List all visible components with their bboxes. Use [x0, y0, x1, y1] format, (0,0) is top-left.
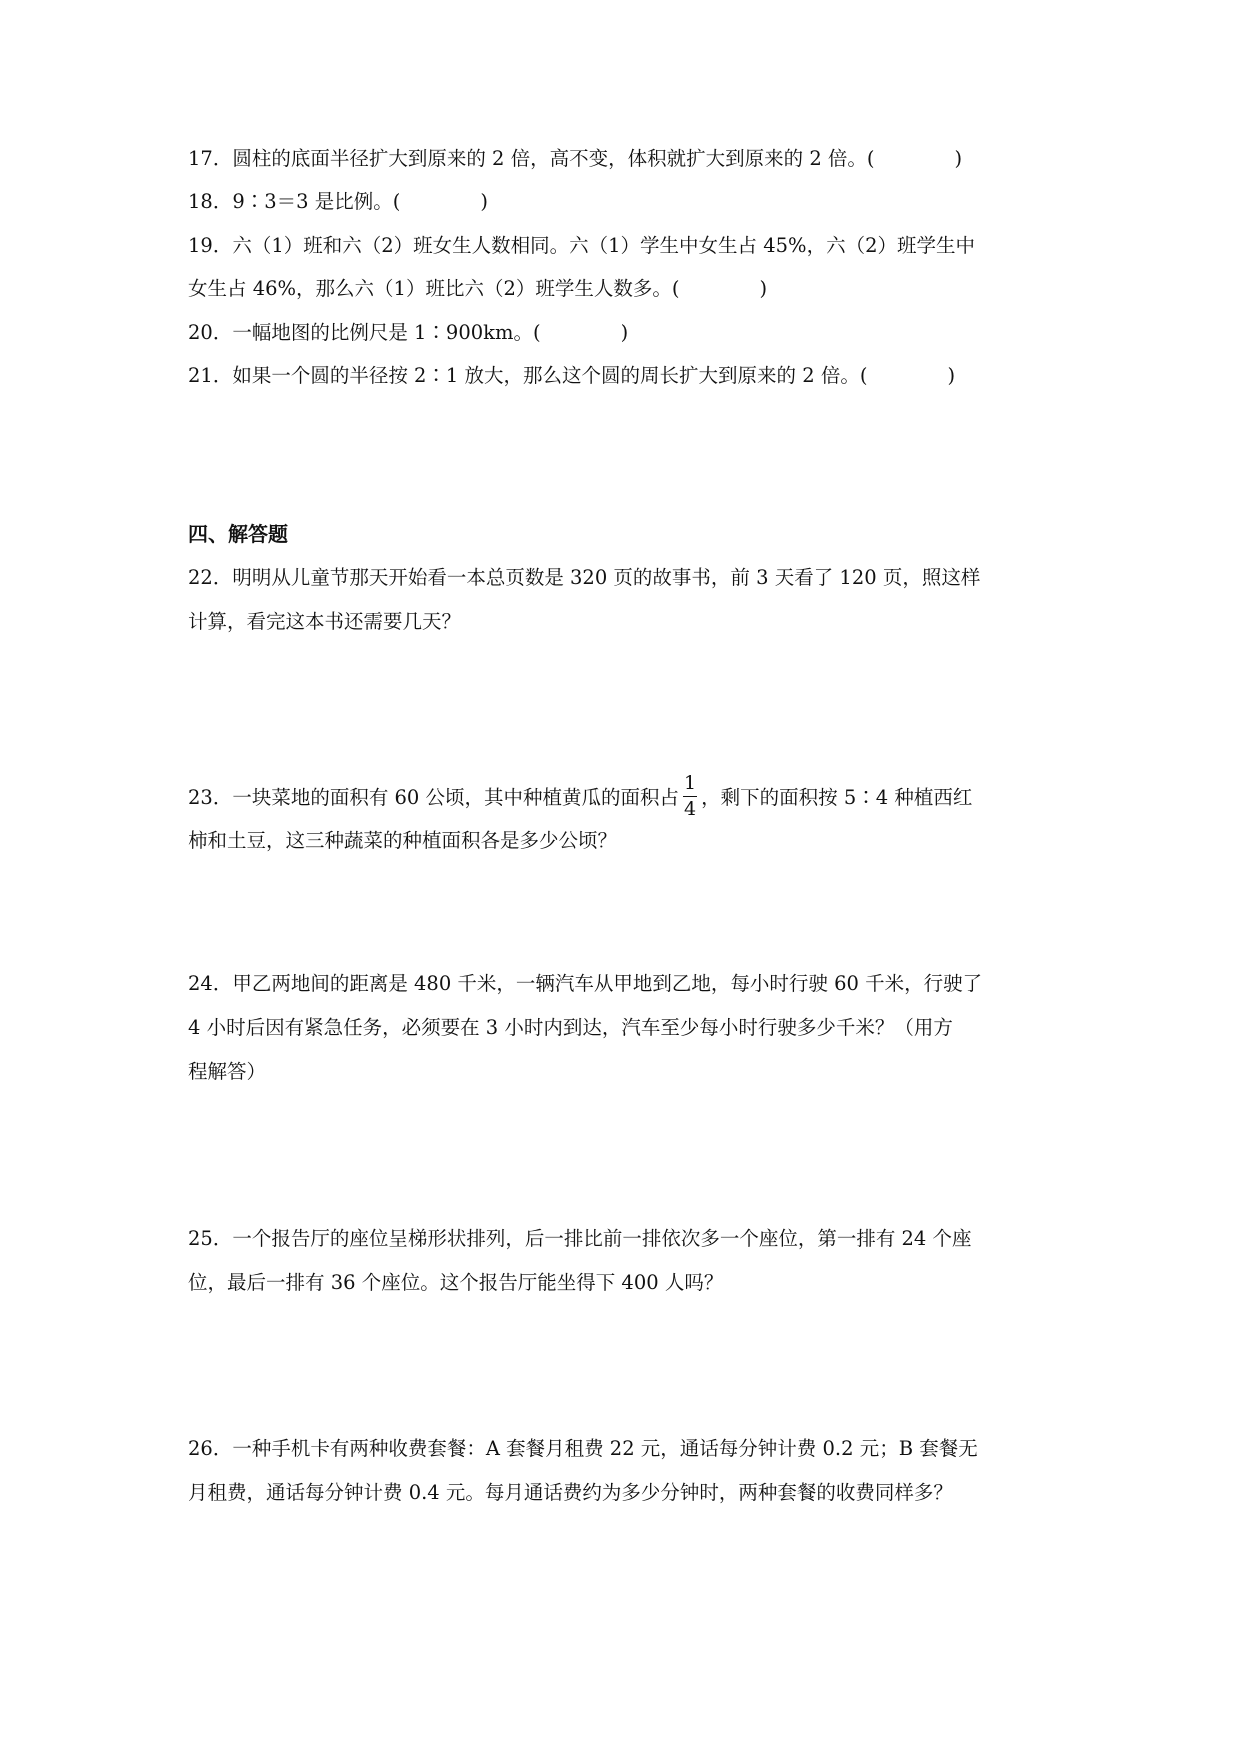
- answer-paren-close: ): [954, 147, 963, 170]
- question-18: [188, 190, 488, 214]
- question-20: [188, 321, 628, 345]
- question-26-line-1: 26．一种手机卡有两种收费套餐：A 套餐月租费 22 元，通话每分钟计费 0.2 元；B 套餐无: [188, 1437, 978, 1460]
- question-18-text: 18．9∶3＝3 是比例。(: [188, 190, 401, 213]
- question-25-line-1: 25．一个报告厅的座位呈梯形状排列，后一排比前一排依次多一个座位，第一排有 24 个座: [188, 1227, 972, 1250]
- question-24-line-3: 程解答）: [188, 1060, 267, 1083]
- question-25-line-2: 位，最后一排有 36 个座位。这个报告厅能坐得下 400 人吗？: [188, 1271, 724, 1294]
- question-19-line-1: 19．六（1）班和六（2）班女生人数相同。六（1）学生中女生占 45%，六（2）班学生中: [188, 234, 975, 257]
- fraction-numerator: 1: [684, 772, 697, 794]
- question-19-text: 女生占 46%，那么六（1）班比六（2）班学生人数多。(: [188, 277, 680, 300]
- fraction-denominator: 4: [684, 798, 697, 820]
- question-17: [188, 147, 962, 171]
- answer-paren-close: ): [620, 321, 629, 344]
- question-26-line-2: 月租费，通话每分钟计费 0.4 元。每月通话费约为多少分钟时，两种套餐的收费同样多？: [188, 1481, 953, 1504]
- question-22-line-2: 计算，看完这本书还需要几天？: [188, 610, 462, 633]
- fraction-bar: [683, 796, 697, 797]
- question-17-text: 17．圆柱的底面半径扩大到原来的 2 倍，高不变，体积就扩大到原来的 2 倍。(: [188, 147, 875, 170]
- question-23-text-pre: 23．一块菜地的面积有 60 公顷，其中种植黄瓜的面积占: [188, 786, 680, 809]
- question-22-line-1: 22．明明从儿童节那天开始看一本总页数是 320 页的故事书，前 3 天看了 120 页，照这样: [188, 566, 981, 589]
- question-23-line-1: [188, 772, 973, 821]
- question-20-text: 20．一幅地图的比例尺是 1∶900km。(: [188, 321, 541, 344]
- fraction: [683, 774, 697, 819]
- section-heading: 四、解答题: [188, 522, 288, 546]
- question-21-text: 21．如果一个圆的半径按 2∶1 放大，那么这个圆的周长扩大到原来的 2 倍。(: [188, 364, 868, 387]
- question-24-line-1: 24．甲乙两地间的距离是 480 千米，一辆汽车从甲地到乙地，每小时行驶 60 千米，行驶了: [188, 972, 983, 995]
- answer-paren-close: ): [480, 190, 488, 213]
- question-19-line-2: [188, 277, 767, 301]
- answer-paren-close: ): [947, 364, 956, 387]
- question-23-line-2: 柿和土豆，这三种蔬菜的种植面积各是多少公顷？: [188, 829, 618, 852]
- answer-paren-close: ): [759, 277, 768, 300]
- question-21: [188, 364, 955, 388]
- question-24-line-2: 4 小时后因有紧急任务，必须要在 3 小时内到达，汽车至少每小时行驶多少千米？（用方: [188, 1016, 953, 1039]
- question-23-text-post: ，剩下的面积按 5∶4 种植西红: [701, 786, 973, 809]
